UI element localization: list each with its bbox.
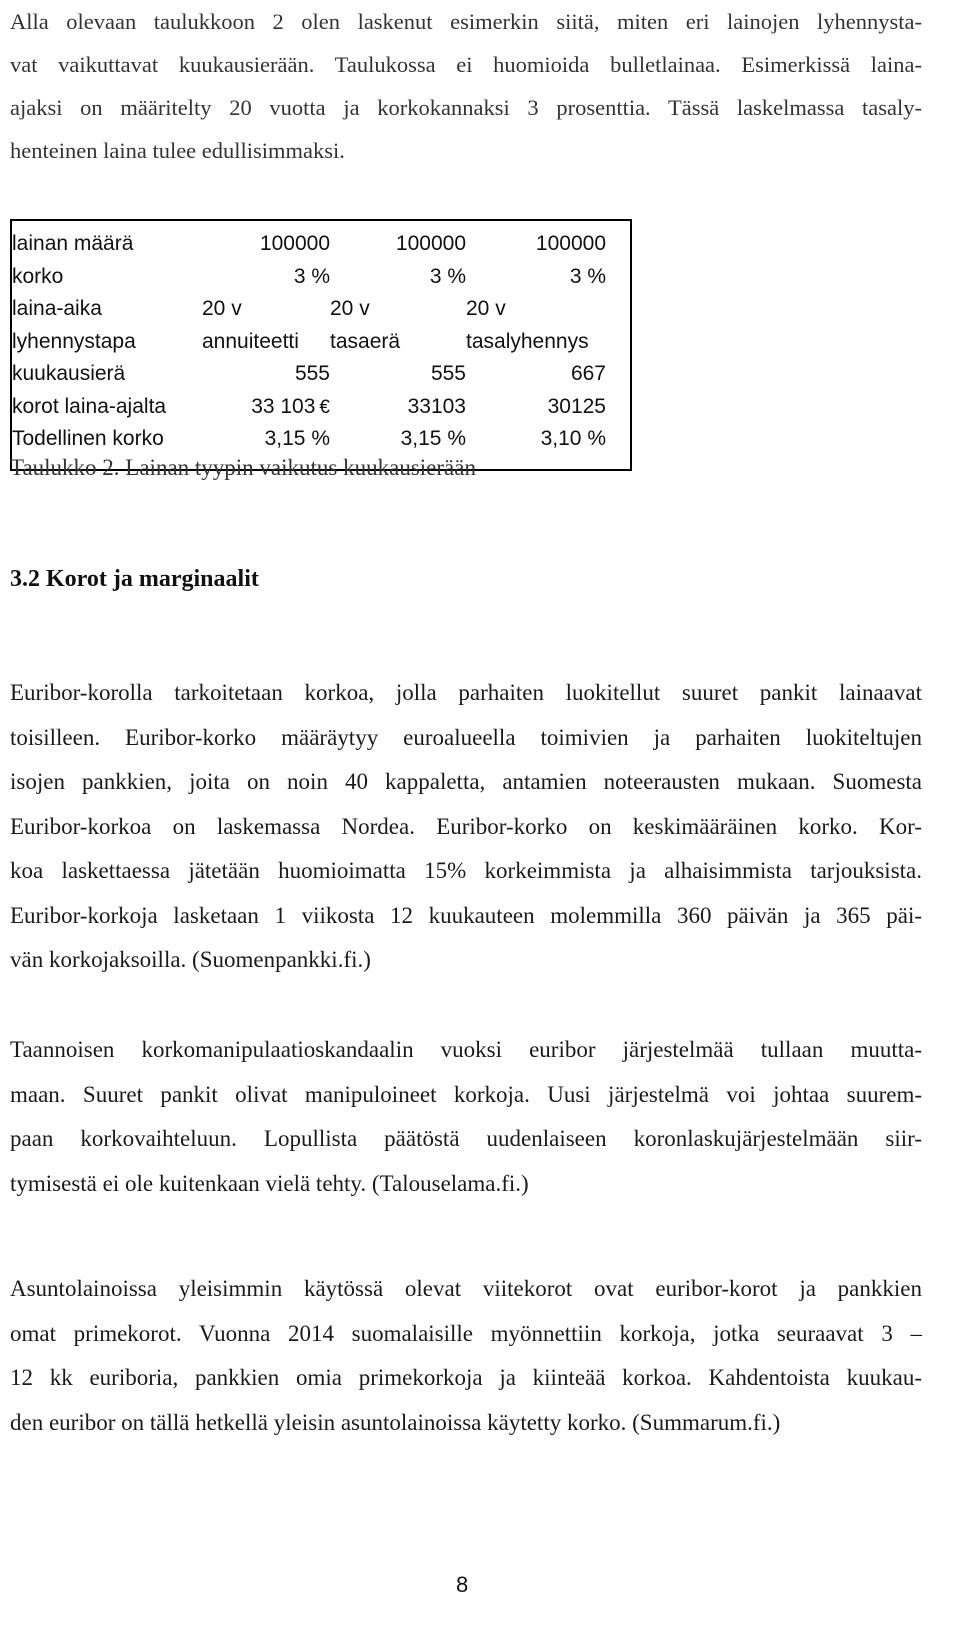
row-label: korot laina-ajalta xyxy=(12,394,167,418)
table-cell: 667 xyxy=(570,362,606,386)
paragraph-line: 12 kk euriboria, pankkien omia primekorkoja ja kiinteää korkoa. Kahdentoista kuukau- xyxy=(10,1365,922,1390)
row-label: korko xyxy=(12,264,64,288)
table-cell: 3,15 % xyxy=(400,427,466,451)
table-caption: Taulukko 2. Lainan tyypin vaikutus kuukausierään xyxy=(10,455,476,480)
row-label: Todellinen korko xyxy=(12,427,164,451)
table-cell: 555 xyxy=(294,362,330,386)
table-row xyxy=(12,391,606,424)
intro-line: Alla olevaan taulukkoon 2 olen laskenut esimerkin siitä, miten eri lainojen lyhennysta- xyxy=(10,9,922,34)
table-row xyxy=(12,326,606,359)
table-row xyxy=(12,293,606,326)
table-cell: 100000 xyxy=(259,232,330,256)
table-cell: 3,10 % xyxy=(540,427,606,451)
paragraph-line: Taannoisen korkomanipulaatioskandaalin vuoksi euribor järjestelmää tullaan muutta- xyxy=(10,1037,922,1062)
table-cell: 100000 xyxy=(395,232,466,256)
paragraph-line: omat primekorot. Vuonna 2014 suomalaisille myönnettiin korkoja, jotka seuraavat 3 – xyxy=(10,1320,922,1346)
table-cell: 3 % xyxy=(293,264,330,288)
table-cell: 555 xyxy=(430,362,466,386)
page-number: 8 xyxy=(456,1572,469,1597)
paragraph-line: maan. Suuret pankit olivat manipuloineet korkoja. Uusi järjestelmä voi johtaa suurem- xyxy=(10,1081,922,1107)
table-cell: annuiteetti xyxy=(202,329,299,353)
paragraph-line: koa laskettaessa jätetään huomioimatta 15% korkeimmista ja alhaisimmista tarjouksista. xyxy=(10,858,922,883)
paragraph-manipulation xyxy=(10,1028,922,1206)
paragraph-reference-rates xyxy=(10,1267,922,1445)
table-cell xyxy=(202,391,330,424)
paragraph-line: tymisestä ei ole kuitenkaan vielä tehty. (Talouselama.fi.) xyxy=(10,1170,529,1196)
paragraph-line: den euribor on tällä hetkellä yleisin asuntolainoissa käytetty korko. (Summarum.fi.) xyxy=(10,1409,781,1435)
row-label: laina-aika xyxy=(12,297,102,321)
table-cell: 20 v xyxy=(466,297,506,321)
table-cell: 20 v xyxy=(330,297,370,321)
table-row xyxy=(12,423,606,456)
row-label: kuukausierä xyxy=(12,362,126,386)
paragraph-line: toisilleen. Euribor-korko määräytyy euroalueella toimivien ja parhaiten luokiteltujen xyxy=(10,724,922,750)
table-cell: 3 % xyxy=(569,264,606,288)
paragraph-line: Euribor-korkoa on laskemassa Nordea. Euribor-korko on keskimääräinen korko. Kor- xyxy=(10,813,922,839)
paragraph-line: Asuntolainoissa yleisimmin käytössä olevat viitekorot ovat euribor-korot ja pankkien xyxy=(10,1276,922,1301)
paragraph-line: paan korkovaihteluun. Lopullista päätöstä uudenlaiseen koronlaskujärjestelmään siir- xyxy=(10,1126,922,1151)
paragraph-line: isojen pankkien, joita on noin 40 kappaletta, antamien noteerausten mukaan. Suomesta xyxy=(10,769,922,794)
table-cell: 30125 xyxy=(547,394,606,418)
table-cell: tasaerä xyxy=(330,329,401,353)
paragraph-line: vän korkojaksoilla. (Suomenpankki.fi.) xyxy=(10,947,371,972)
table-row xyxy=(12,228,606,261)
intro-line: vat vaikuttavat kuukausierään. Taulukossa ei huomioida bulletlainaa. Esimerkissä laina- xyxy=(10,52,922,77)
intro-line: ajaksi on määritelty 20 vuotta ja korkokannaksi 3 prosenttia. Tässä laskelmassa tasaly- xyxy=(10,95,922,120)
table-row xyxy=(12,358,606,391)
paragraph-line: Euribor-korkoja lasketaan 1 viikosta 12 kuukauteen molemmilla 360 päivän ja 365 päi- xyxy=(10,902,922,928)
section-heading: 3.2 Korot ja marginaalit xyxy=(10,566,259,592)
euro-symbol: € xyxy=(319,396,330,418)
table-cell: 3 % xyxy=(429,264,466,288)
table-cell: tasalyhennys xyxy=(466,329,589,353)
paragraph-line: Euribor-korolla tarkoitetaan korkoa, jolla parhaiten luokitellut suuret pankit lainaavat xyxy=(10,680,922,705)
table-cell: 20 v xyxy=(202,297,242,321)
table-cell: 33103 xyxy=(407,394,466,418)
loan-comparison-table xyxy=(12,228,606,456)
loan-table-box xyxy=(10,219,632,471)
intro-line: henteinen laina tulee edullisimmaksi. xyxy=(10,138,345,163)
row-label: lyhennystapa xyxy=(12,329,136,353)
cell-value: 33 103 xyxy=(251,394,316,418)
row-label: lainan määrä xyxy=(12,232,134,256)
paragraph-euribor xyxy=(10,671,922,983)
table-row xyxy=(12,261,606,294)
intro-paragraph xyxy=(10,0,922,172)
table-cell: 100000 xyxy=(535,232,606,256)
table-cell: 3,15 % xyxy=(264,427,330,451)
